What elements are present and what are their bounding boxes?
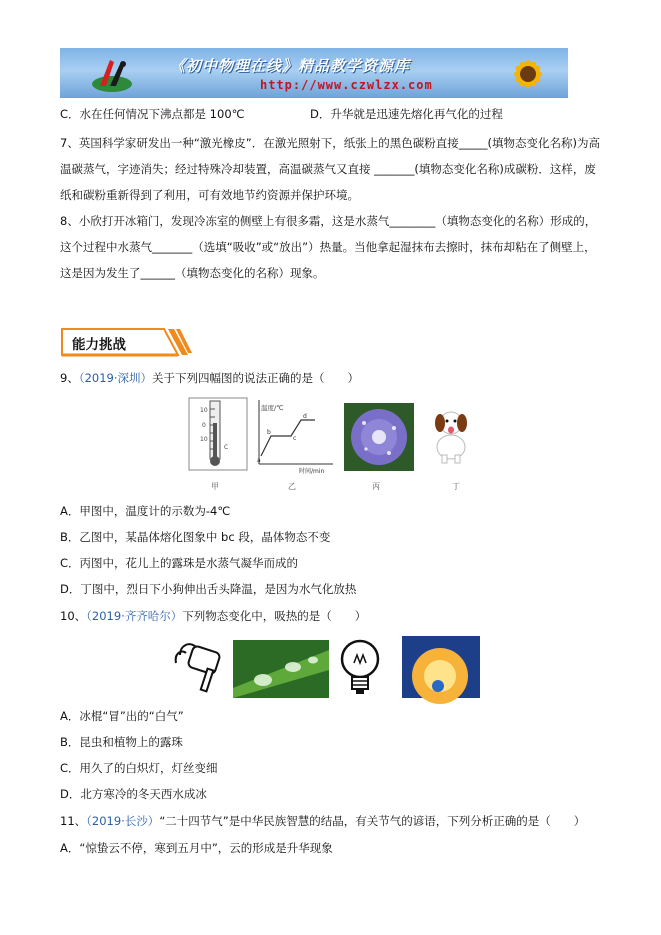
q10-option-a[interactable]: A．冰棍“冒”出的“白气” xyxy=(60,709,184,723)
leaf-dew-image xyxy=(233,640,329,698)
section-label: 能力挑战 xyxy=(72,337,126,353)
thermo-unit: C xyxy=(224,444,229,451)
dog-image xyxy=(428,403,474,465)
q10-number: 10、 xyxy=(60,609,87,623)
banner-url: http://www.czwlzx.com xyxy=(260,78,433,92)
q6-option-c: C．水在任何情况下沸点都是 100℃ xyxy=(60,107,245,121)
graph-ylabel: 温度/℃ xyxy=(261,404,284,412)
q10-source: （2019·齐齐哈尔） xyxy=(86,609,183,623)
caption-ding: 丁 xyxy=(452,482,460,491)
q10-stem: 下列物态变化中，吸热的是（ ） xyxy=(182,609,367,623)
q11-source: （2019·长沙） xyxy=(86,814,160,828)
q11-option-a[interactable]: A．“惊蛰云不停，寒到五月中”，云的形成是升华现象 xyxy=(60,841,333,855)
caption-yi: 乙 xyxy=(288,482,296,491)
site-logo xyxy=(90,54,134,94)
q9-stem: 关于下列四幅图的说法正确的是（ ） xyxy=(152,371,359,385)
graph-point-b: b xyxy=(267,429,271,436)
q6-option-d: D．升华就是迅速先熔化再气化的过程 xyxy=(310,107,503,121)
q7-text-line-2: 温碳蒸气，字迹消失；经过特殊冷却装置，高温碳蒸气又直接 _______(填物态变化名称)成碳粉．这样，废 xyxy=(60,162,596,176)
q9-stem-line xyxy=(60,370,359,386)
thermometer-figure xyxy=(188,397,248,471)
graph-point-d: d xyxy=(303,413,307,420)
q10-option-d[interactable]: D．北方寒冷的冬天西水成冰 xyxy=(60,787,207,801)
q9-option-b[interactable]: B．乙图中，某晶体熔化图象中 bc 段，晶体物态不变 xyxy=(60,530,331,544)
q11-number: 11、 xyxy=(60,814,87,828)
thermo-tick-2: 0 xyxy=(202,422,206,429)
q7-text-line-1: 7、英国科学家研发出一种“激光橡皮”．在激光照射下，纸张上的黑色碳粉直接_____(填物态变化名称)为高 xyxy=(60,136,600,150)
thermo-tick-3: 10 xyxy=(200,436,208,443)
q9-option-c[interactable]: C．丙图中，花儿上的露珠是水蒸气凝华而成的 xyxy=(60,556,299,570)
q10-stem-line xyxy=(60,608,366,624)
caption-bing: 丙 xyxy=(372,482,380,491)
flower-dew-image xyxy=(344,403,414,471)
q11-stem-line xyxy=(60,813,585,829)
q8-text-line-2: 这个过程中水蒸气_______（选填“吸收”或“放出”）热量。当他拿起湿抹布去擦时，抹布却粘在了侧壁上， xyxy=(60,240,596,254)
section-badge xyxy=(60,327,192,357)
banner-title: 《初中物理在线》精品教学资源库 xyxy=(170,57,411,75)
q9-source: （2019·深圳） xyxy=(78,371,152,385)
light-bulb-image xyxy=(338,637,382,697)
q8-text-line-3: 这是因为发生了______（填物态变化的名称）现象。 xyxy=(60,266,325,280)
graph-point-c: c xyxy=(293,435,297,442)
caption-jia: 甲 xyxy=(211,482,219,491)
q10-option-c[interactable]: C．用久了的白炽灯，灯丝变细 xyxy=(60,761,218,775)
ice-sublimation-image xyxy=(402,636,480,698)
q11-stem: “二十四节气”是中华民族智慧的结晶，有关节气的谚语，下列分析正确的是（ ） xyxy=(159,814,586,828)
melting-graph-figure xyxy=(253,398,335,475)
thermo-tick-1: 10 xyxy=(200,407,208,414)
q10-option-b[interactable]: B．昆虫和植物上的露珠 xyxy=(60,735,183,749)
q9-option-d[interactable]: D．丁图中，烈日下小狗伸出舌头降温，是因为水气化放热 xyxy=(60,582,357,596)
q9-option-a[interactable]: A．甲图中，温度计的示数为-4℃ xyxy=(60,504,231,518)
q8-text-line-1: 8、小欣打开冰箱门，发现冷冻室的侧壁上有很多霜，这是水蒸气________（填物态变化的名称）形成的， xyxy=(60,214,597,228)
sunflower-image xyxy=(496,50,560,98)
header-banner xyxy=(60,48,568,98)
q9-number: 9、 xyxy=(60,371,79,385)
graph-xlabel: 时间/min xyxy=(299,468,325,475)
q7-text-line-3: 纸和碳粉重新得到了利用，可有效地节约资源并保护环境。 xyxy=(60,188,359,202)
popsicle-image xyxy=(172,637,228,697)
graph-point-a: a xyxy=(257,457,261,464)
